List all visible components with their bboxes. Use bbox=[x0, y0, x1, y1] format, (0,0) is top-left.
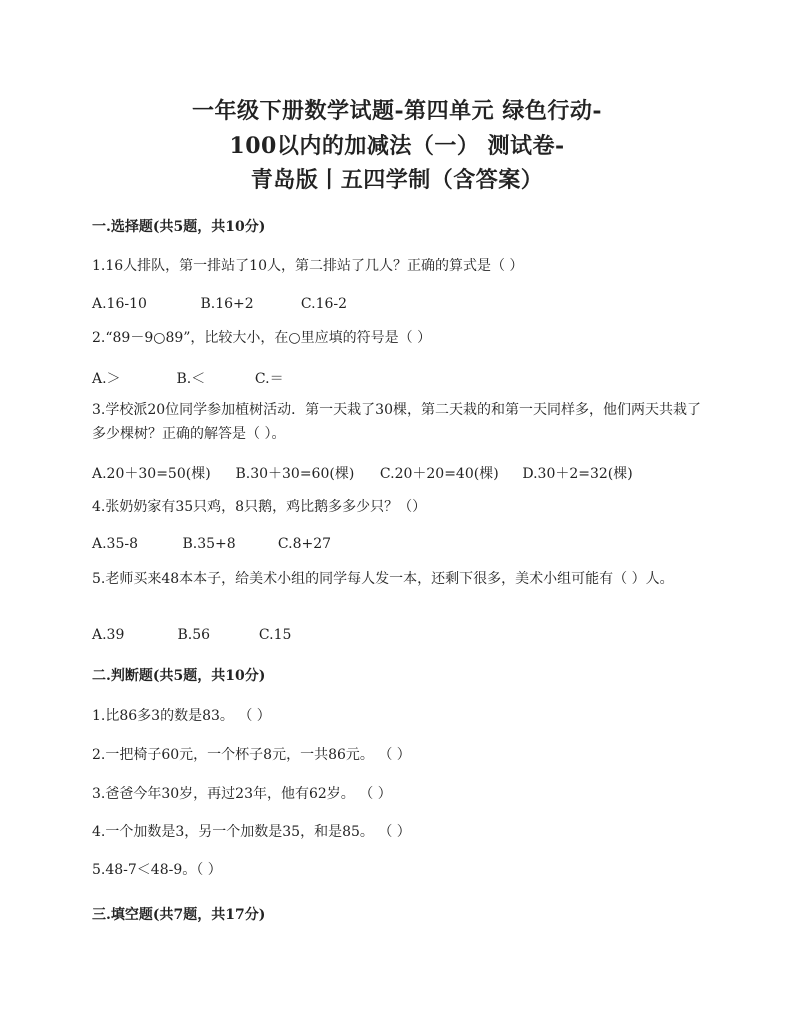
title-line-1: 一年级下册数学试题-第四单元 绿色行动- bbox=[192, 98, 602, 124]
option-c: C.＝ bbox=[254, 371, 284, 387]
section-heading-judge: 二.判断题(共5题，共10分) bbox=[92, 668, 266, 684]
choice-options-5 bbox=[92, 627, 291, 643]
option-c: C.8+27 bbox=[277, 536, 332, 552]
option-a: A.16-10 bbox=[92, 296, 147, 312]
choice-question-5: 5.老师买来48本本子，给美术小组的同学每人发一本，还剩下很多，美术小组可能有（ ）人。 bbox=[92, 571, 674, 587]
option-a: A.39 bbox=[92, 627, 125, 643]
judge-question-1: 1.比86多3的数是83。 （ ） bbox=[92, 708, 271, 724]
option-b: B.35+8 bbox=[182, 536, 236, 552]
choice-options-3 bbox=[92, 463, 633, 483]
choice-question-3: 3.学校派20位同学参加植树活动．第一天栽了30棵，第二天栽的和第一天同样多，他们两天共栽了多少棵树？正确的解答是（ ）。 bbox=[92, 402, 701, 442]
choice-question-1: 1.16人排队，第一排站了10人，第二排站了几人？正确的算式是（ ） bbox=[92, 258, 524, 274]
option-a: A.＞ bbox=[92, 371, 121, 387]
title-line-3: 青岛版丨五四学制（含答案） bbox=[250, 167, 544, 193]
option-a: A.35-8 bbox=[92, 536, 139, 552]
choice-question-4: 4.张奶奶家有35只鸡，8只鹅，鸡比鹅多多少只？（） bbox=[92, 499, 427, 515]
option-a: A.20＋30=50(棵) bbox=[92, 466, 211, 482]
option-c: C.20＋20=40(棵) bbox=[379, 466, 499, 482]
option-b: B.30＋30=60(棵) bbox=[235, 466, 355, 482]
judge-question-5: 5.48-7＜48-9。（ ） bbox=[92, 862, 222, 878]
section-heading-choice: 一.选择题(共5题，共10分) bbox=[92, 219, 266, 235]
section-heading-fill: 三.填空题(共7题，共17分) bbox=[92, 907, 266, 923]
option-c: C.16-2 bbox=[300, 296, 348, 312]
title-line-2: 100以内的加减法（一） 测试卷- bbox=[229, 133, 565, 159]
judge-question-2: 2.一把椅子60元，一个杯子8元，一共86元。 （ ） bbox=[92, 747, 411, 763]
choice-options-2 bbox=[92, 368, 284, 388]
option-d: D.30＋2=32(棵) bbox=[522, 466, 633, 482]
choice-options-1 bbox=[92, 296, 347, 312]
choice-question-2: 2.“89－9○89”，比较大小，在○里应填的符号是（ ） bbox=[92, 330, 432, 346]
option-b: B.16+2 bbox=[200, 296, 254, 312]
option-b: B.＜ bbox=[176, 371, 206, 387]
judge-question-4: 4.一个加数是3，另一个加数是35，和是85。 （ ） bbox=[92, 824, 411, 840]
option-c: C.15 bbox=[258, 627, 292, 643]
choice-options-4 bbox=[92, 536, 331, 552]
judge-question-3: 3.爸爸今年30岁，再过23年，他有62岁。 （ ） bbox=[92, 786, 392, 802]
option-b: B.56 bbox=[177, 627, 211, 643]
